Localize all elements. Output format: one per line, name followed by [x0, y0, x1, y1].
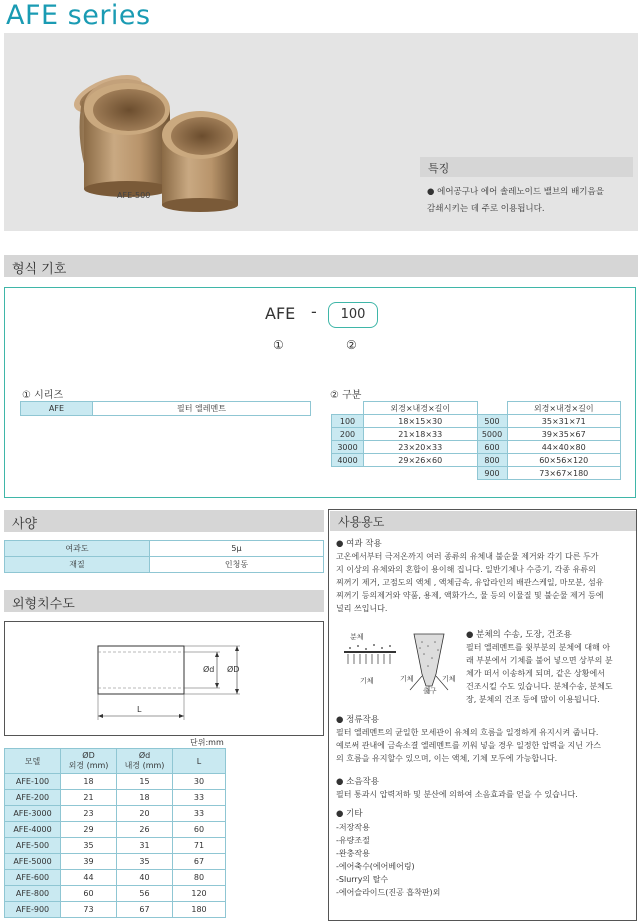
- dim-value-cell: 60: [61, 886, 117, 902]
- dim-value-cell: 180: [173, 902, 226, 918]
- powder-text: [466, 641, 634, 706]
- dim-value-cell: 67: [117, 902, 173, 918]
- class-dim: 39×35×67: [507, 428, 621, 441]
- class-code: 200: [332, 428, 364, 441]
- dim-value-cell: 31: [117, 838, 173, 854]
- class-dim: 35×31×71: [507, 415, 621, 428]
- dim-header-id: [117, 749, 173, 774]
- flow-heading: ● 정류작용: [336, 715, 379, 725]
- table-row: [5, 790, 226, 806]
- dim-model-cell: AFE-900: [5, 902, 61, 918]
- table-row: [5, 902, 226, 918]
- class-dim: 21×18×33: [364, 428, 478, 441]
- dim-value-cell: 35: [61, 838, 117, 854]
- powder-heading: ● 분체의 수송, 도장, 건조용: [466, 630, 572, 640]
- variant-code-box: 100: [328, 302, 378, 328]
- series-label: ① 시리즈: [22, 390, 64, 401]
- noise-text: [336, 788, 634, 801]
- dim-value-cell: 33: [173, 806, 226, 822]
- dim-header-id-symbol: Ød: [138, 751, 151, 760]
- dimension-drawing: [5, 622, 323, 735]
- dim-header-model: 모델: [5, 749, 61, 774]
- dim-model-cell: AFE-4000: [5, 822, 61, 838]
- dim-model-cell: AFE-100: [5, 774, 61, 790]
- class-code: 3000: [332, 441, 364, 454]
- dim-model-cell: AFE-600: [5, 870, 61, 886]
- class-code: 800: [477, 454, 507, 467]
- series-table: [20, 401, 311, 416]
- powder-line: 건조시킬 수도 있습니다. 분체수송, 분체도: [466, 682, 613, 691]
- etc-line: -에어축수(에어베어링): [336, 862, 415, 871]
- length-label: L: [137, 705, 142, 714]
- flow-text: [336, 726, 634, 765]
- class-dim: 29×26×60: [364, 454, 478, 467]
- class-code: 600: [477, 441, 507, 454]
- flow-line: 필터 엘레멘트의 균일한 모세관이 유체의 흐름을 일정하게 유지시켜 줍니다.: [336, 728, 599, 737]
- inner-dia-label: Ød: [203, 665, 215, 674]
- dimension-table: [4, 748, 226, 918]
- dim-value-cell: 20: [117, 806, 173, 822]
- dim-model-cell: AFE-500: [5, 838, 61, 854]
- filter-line: 지 이상의 유체와의 혼합이 용이해 집니다. 일반기체나 수증기, 각종 유류의: [336, 565, 596, 574]
- page-title: AFE series: [6, 0, 151, 31]
- usage-header: [330, 511, 636, 531]
- etc-line: -완충작용: [336, 849, 370, 858]
- dim-value-cell: 21: [61, 790, 117, 806]
- dim-model-cell: AFE-800: [5, 886, 61, 902]
- flow-line: 예로써 관내에 금속소결 엘레멘트를 끼워 넣을 경우 일정한 압력을 지닌 가스: [336, 741, 601, 750]
- dim-value-cell: 30: [173, 774, 226, 790]
- spec-header: [4, 510, 324, 532]
- spec-label: 여과도: [5, 541, 150, 557]
- features-text: [427, 184, 627, 218]
- class-code: 500: [477, 415, 507, 428]
- powder-line: 필터 엘레멘트를 윗부분의 분체에 대해 아: [466, 643, 611, 652]
- spec-table: [4, 540, 324, 573]
- table-row: [5, 854, 226, 870]
- class-code: 900: [477, 467, 507, 480]
- class-header: 외경×내경×길이: [364, 402, 478, 415]
- dim-value-cell: 60: [173, 822, 226, 838]
- filter-line: 찌꺼기 제거, 고점도의 액체 , 액체금속, 유압라인의 배관스케일, 마모분, 섬유: [336, 578, 604, 587]
- etc-line: -유량조절: [336, 836, 370, 845]
- dim-value-cell: 120: [173, 886, 226, 902]
- dim-header-l: L: [173, 749, 226, 774]
- spec-value: 5μ: [150, 541, 324, 557]
- dim-value-cell: 33: [173, 790, 226, 806]
- noise-line: 필터 통과시 압력저하 및 분산에 의하여 소음효과를 얻을 수 있습니다.: [336, 790, 578, 799]
- dim-model-cell: AFE-5000: [5, 854, 61, 870]
- noise-heading: ● 소음작용: [336, 777, 379, 787]
- etc-line: -에어슬라이드(진공 흡착판)외: [336, 888, 441, 897]
- features-header: [420, 157, 633, 177]
- filter-line: 찌꺼기 등의제거와 약품, 용제, 액화가스, 물 등의 이물질 및 불순물 제거 등에: [336, 591, 604, 600]
- filter-line: 고온에서부터 극저온까지 여러 종류의 유체내 불순물 제거와 각기 다른 두가: [336, 552, 599, 561]
- table-row: [5, 886, 226, 902]
- spec-title: 사양: [12, 517, 38, 532]
- etc-heading: ● 기타: [336, 809, 363, 819]
- dim-value-cell: 56: [117, 886, 173, 902]
- dim-value-cell: 80: [173, 870, 226, 886]
- dim-value-cell: 18: [117, 790, 173, 806]
- dim-value-cell: 15: [117, 774, 173, 790]
- features-title: 특징: [428, 162, 450, 175]
- diagram-label-powder: 분체: [350, 633, 364, 641]
- class-table: [331, 401, 621, 480]
- dim-value-cell: 29: [61, 822, 117, 838]
- dim-value-cell: 35: [117, 854, 173, 870]
- dim-value-cell: 44: [61, 870, 117, 886]
- features-line: 감쇄시키는 데 주로 이용됩니다.: [427, 204, 545, 214]
- usage-title: 사용용도: [338, 515, 385, 529]
- flow-line: 의 흐름을 유지할수 있으며, 이는 액체, 기체 모두에 가능합니다.: [336, 754, 558, 763]
- dim-value-cell: 26: [117, 822, 173, 838]
- class-dim: 60×56×120: [507, 454, 621, 467]
- dim-value-cell: 40: [117, 870, 173, 886]
- class-code: 5000: [477, 428, 507, 441]
- photo-caption: AFE-500: [117, 191, 151, 200]
- dim-value-cell: 67: [173, 854, 226, 870]
- etc-line: -Slurry의 탈수: [336, 875, 389, 884]
- etc-line: -저장작용: [336, 823, 370, 832]
- dim-header-id-text: 내경 (mm): [124, 761, 165, 770]
- dim-value-cell: 39: [61, 854, 117, 870]
- model-code-header: [4, 255, 638, 277]
- dim-model-cell: AFE-200: [5, 790, 61, 806]
- series-table-desc: 필터 엘레멘트: [93, 402, 311, 416]
- class-code: 100: [332, 415, 364, 428]
- diagram-label-outlet: 출구: [423, 687, 437, 695]
- table-row: [5, 870, 226, 886]
- table-row: [5, 774, 226, 790]
- class-dim: 18×15×30: [364, 415, 478, 428]
- diagram-label-gas: 기체: [442, 675, 456, 683]
- powder-line: 장, 분체의 건조 등에 많이 이용됩니다.: [466, 695, 600, 704]
- class-dim: 73×67×180: [507, 467, 621, 480]
- filter-text: [336, 550, 632, 615]
- dim-header-od-text: 외경 (mm): [68, 761, 109, 770]
- dim-value-cell: 73: [61, 902, 117, 918]
- series-table-code: AFE: [21, 402, 93, 416]
- powder-line: 체가 떠서 이송하게 되며, 같은 상황에서: [466, 669, 605, 678]
- unit-label: 단위:mm: [190, 738, 224, 747]
- dim-value-cell: 23: [61, 806, 117, 822]
- table-row: [5, 822, 226, 838]
- dim-model-cell: AFE-3000: [5, 806, 61, 822]
- dim-header-od-symbol: ØD: [82, 751, 95, 760]
- features-line: ● 에어공구나 에어 솔레노이드 밸브의 배기음을: [427, 187, 604, 197]
- series-code: AFE: [265, 304, 296, 323]
- table-row: [5, 806, 226, 822]
- spec-label: 재질: [5, 557, 150, 573]
- class-header: 외경×내경×길이: [507, 402, 621, 415]
- model-code-title: 형식 기호: [12, 262, 67, 277]
- class-label: ② 구분: [330, 390, 362, 401]
- code-dash: -: [311, 302, 317, 321]
- dimensions-header: [4, 590, 324, 612]
- outer-dia-label: ØD: [227, 665, 240, 674]
- etc-text: [336, 821, 634, 899]
- class-code: 4000: [332, 454, 364, 467]
- class-dim: 44×40×80: [507, 441, 621, 454]
- dimensions-title: 외형치수도: [12, 597, 75, 612]
- class-dim: 23×20×33: [364, 441, 478, 454]
- powder-line: 래 부분에서 기체를 불어 넣으면 상부의 분: [466, 656, 613, 665]
- dimension-drawing-box: [4, 621, 324, 736]
- mark-2: ②: [346, 338, 357, 352]
- filter-line: 널리 쓰입니다.: [336, 604, 388, 613]
- filter-heading: ● 여과 작용: [336, 539, 382, 549]
- dim-value-cell: 71: [173, 838, 226, 854]
- powder-diagram: [336, 630, 466, 710]
- table-row: [5, 838, 226, 854]
- spec-value: 인청동: [150, 557, 324, 573]
- diagram-label-gas: 기체: [400, 675, 414, 683]
- dim-value-cell: 18: [61, 774, 117, 790]
- diagram-label-gas: 기체: [360, 677, 374, 685]
- mark-1: ①: [273, 338, 284, 352]
- dim-header-od: [61, 749, 117, 774]
